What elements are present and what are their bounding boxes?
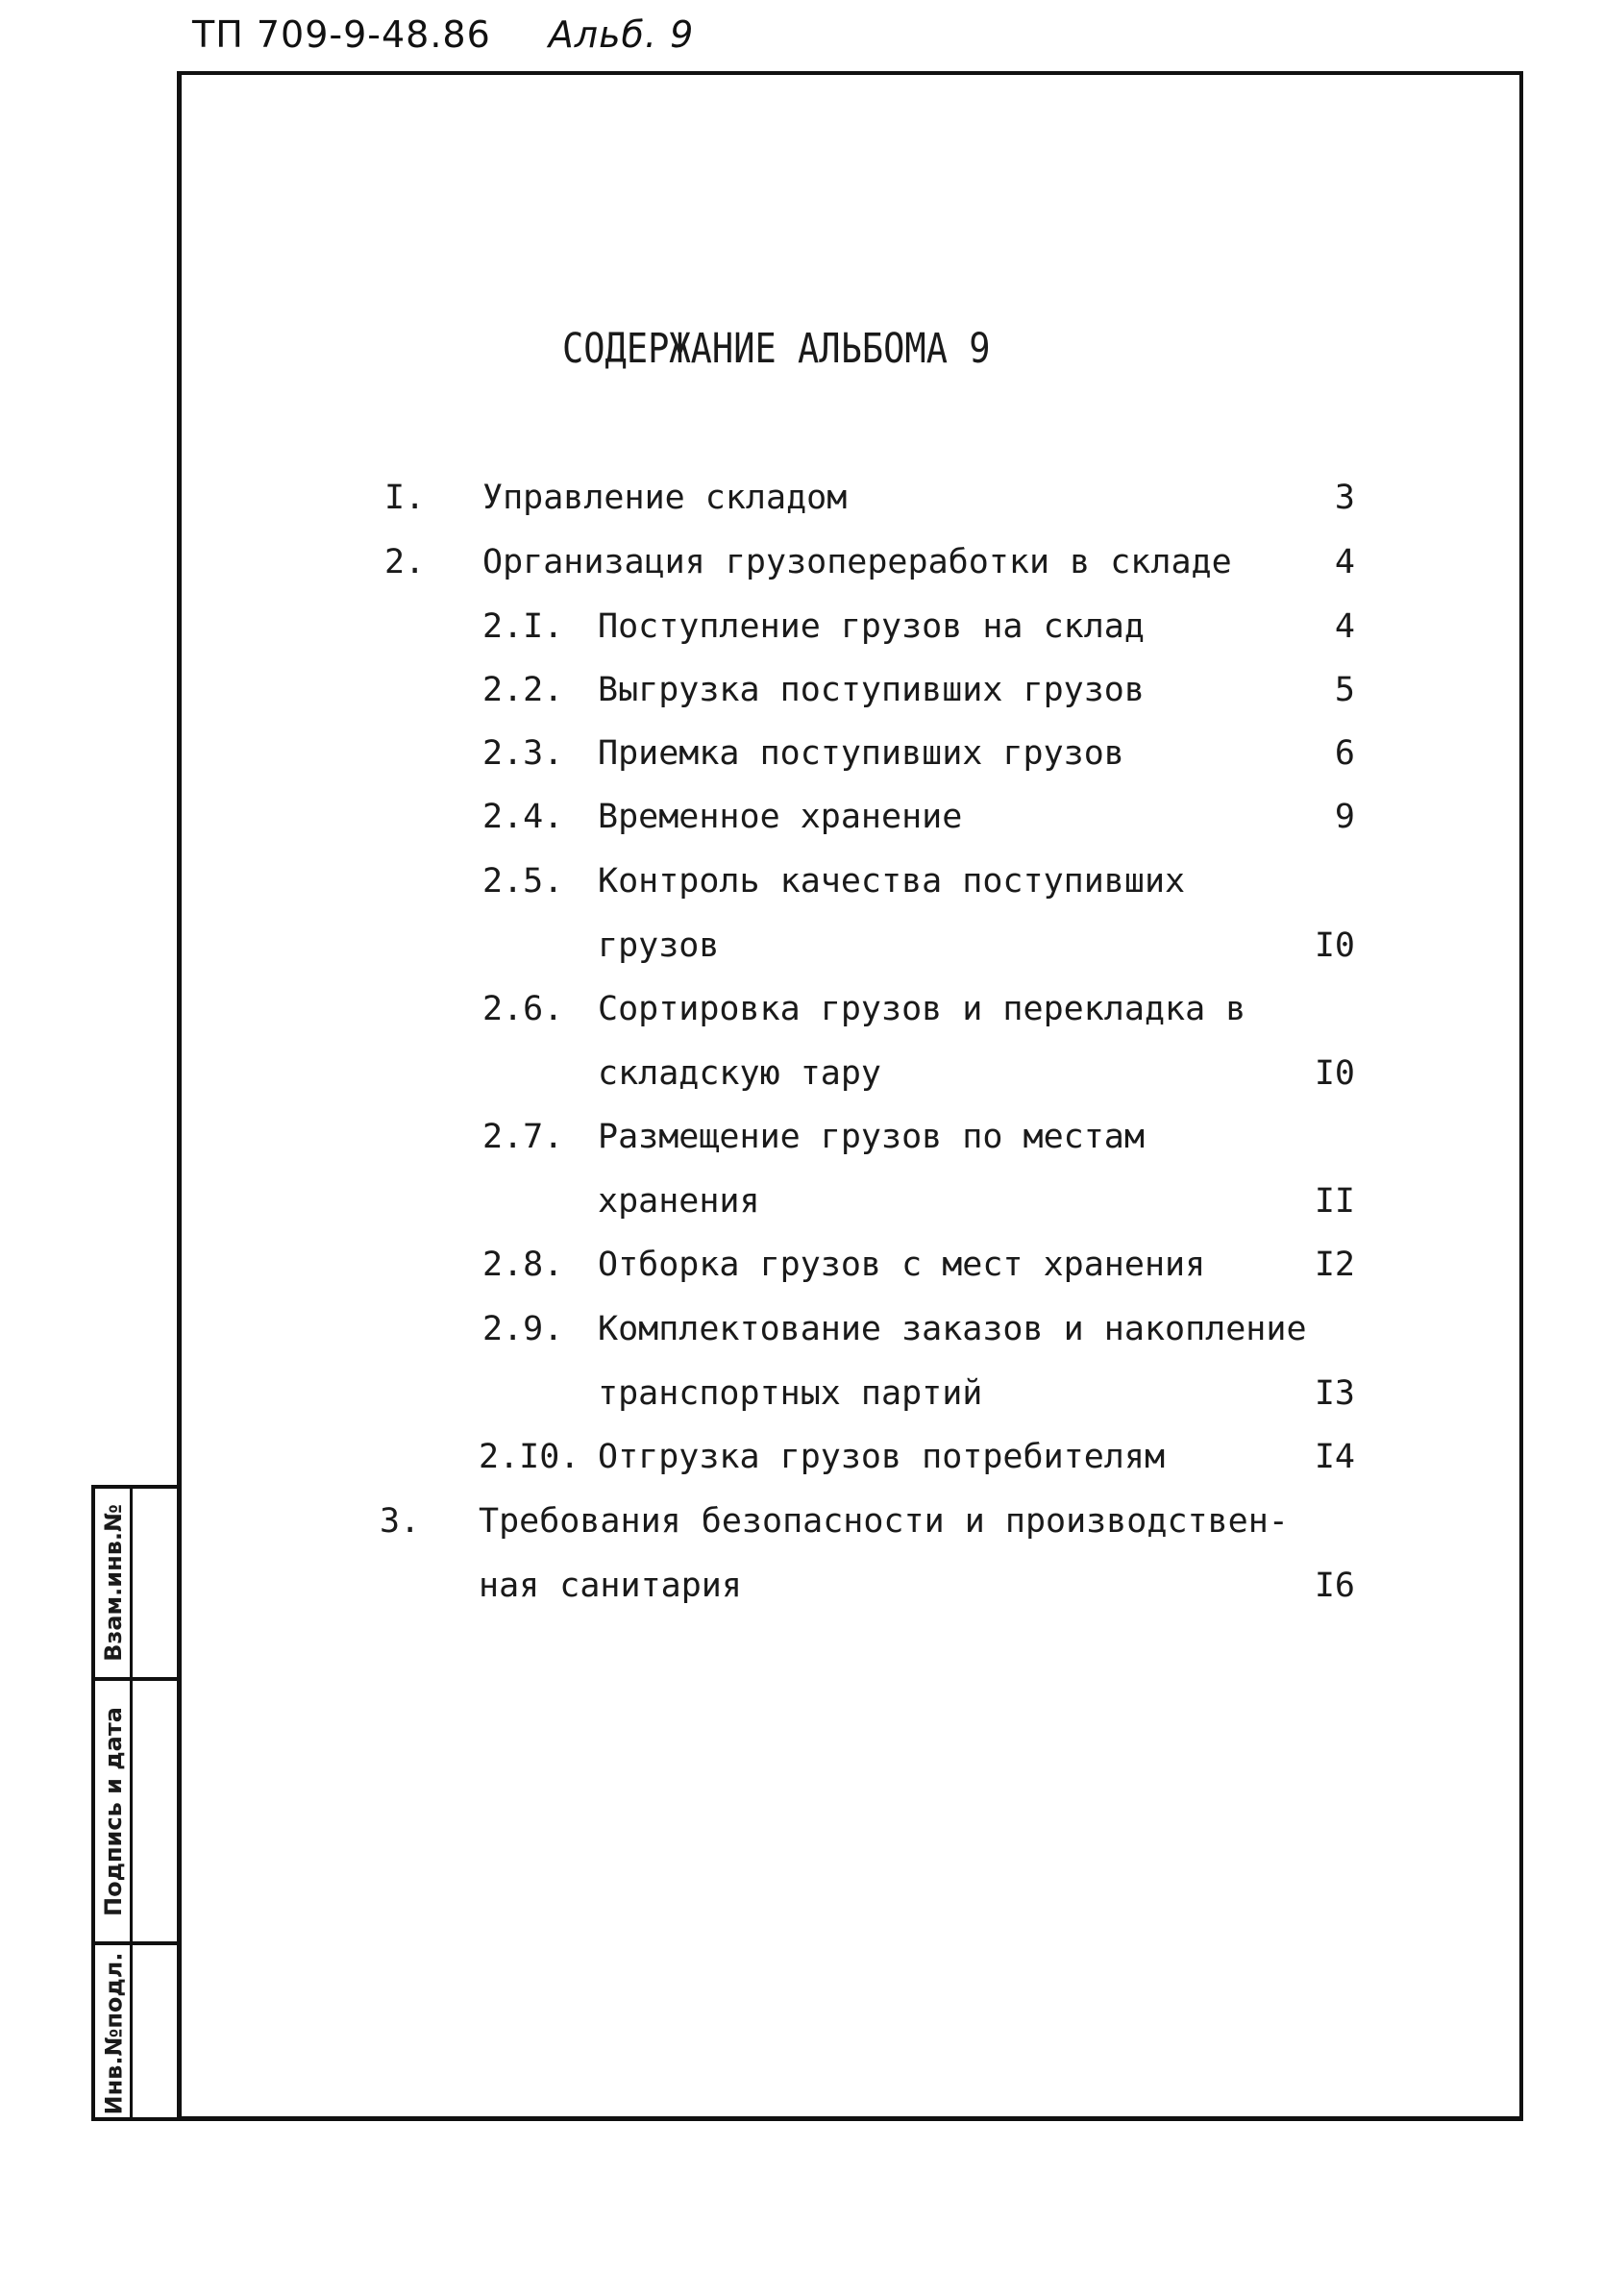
toc-item-text-continued: хранения [598, 1182, 760, 1221]
stamp-original-inventory-label: Инв.№подл. [100, 1952, 127, 2114]
toc-item-number: 2.5. [482, 862, 564, 901]
toc-item-number: 2.I0. [479, 1438, 580, 1476]
toc-item-page: I0 [1314, 926, 1355, 965]
toc-item-text: Комплектование заказов и накопление [598, 1310, 1307, 1348]
stamp-signature-date-label: Подпись и дата [100, 1706, 127, 1916]
document-header [192, 13, 694, 56]
toc-item-page: I6 [1314, 1567, 1355, 1605]
toc-item-text: Отгрузка грузов потребителям [598, 1438, 1166, 1476]
approval-stamp [91, 1485, 182, 2121]
toc-item-text: Размещение грузов по местам [598, 1118, 1145, 1156]
album-number: Альб. 9 [548, 13, 695, 56]
toc-item-page: I2 [1314, 1246, 1355, 1284]
toc-item-number: 3. [380, 1502, 421, 1541]
toc-item-text-continued: ная санитария [479, 1567, 742, 1605]
toc-item-page: I4 [1314, 1438, 1355, 1476]
page-frame [177, 71, 1523, 2121]
toc-item-number: 2.7. [482, 1118, 564, 1156]
toc-item-text: Требования безопасности и производствен- [479, 1502, 1289, 1541]
toc-item-text: Сортировка грузов и перекладка в [598, 990, 1246, 1028]
toc-item-number: 2.3. [482, 734, 564, 773]
toc-item-text: Поступление грузов на склад [598, 607, 1145, 646]
toc-item-page: 4 [1334, 607, 1355, 646]
toc-item-page: 5 [1334, 671, 1355, 709]
toc-item-number: 2.6. [482, 990, 564, 1028]
toc-item-number: 2.8. [482, 1246, 564, 1284]
stamp-replacement-inventory-label: Взам.инв.№ [100, 1504, 127, 1662]
toc-item-page: 6 [1334, 734, 1355, 773]
toc-item-text-continued: транспортных партий [598, 1374, 983, 1413]
toc-item-page: I3 [1314, 1374, 1355, 1413]
toc-item-number: 2.4. [482, 798, 564, 836]
toc-item-page: I0 [1314, 1054, 1355, 1093]
toc-item-page: 4 [1334, 543, 1355, 581]
toc-item-text: Приемка поступивших грузов [598, 734, 1124, 773]
toc-item-text-continued: грузов [598, 926, 720, 965]
toc-item-text: Выгрузка поступивших грузов [598, 671, 1145, 709]
toc-item-text: Организация грузопереработки в складе [482, 543, 1232, 581]
toc-item-number: 2. [384, 543, 426, 581]
toc-item-number: 2.I. [482, 607, 564, 646]
toc-item-number: 2.2. [482, 671, 564, 709]
toc-item-page: II [1314, 1182, 1355, 1221]
document-code: ТП 709-9-48.86 [192, 13, 491, 56]
toc-item-number: 2.9. [482, 1310, 564, 1348]
toc-item-text: Контроль качества поступивших [598, 862, 1186, 901]
toc-item-text: Отборка грузов с мест хранения [598, 1246, 1206, 1284]
toc-item-text: Управление складом [482, 479, 848, 517]
toc-item-page: 9 [1334, 798, 1355, 836]
toc-item-number: I. [384, 479, 426, 517]
toc-item-text: Временное хранение [598, 798, 963, 836]
page-title: СОДЕРЖАНИЕ АЛЬБОМА 9 [562, 325, 991, 373]
toc-item-page: 3 [1334, 479, 1355, 517]
toc-item-text-continued: складскую тару [598, 1054, 882, 1093]
